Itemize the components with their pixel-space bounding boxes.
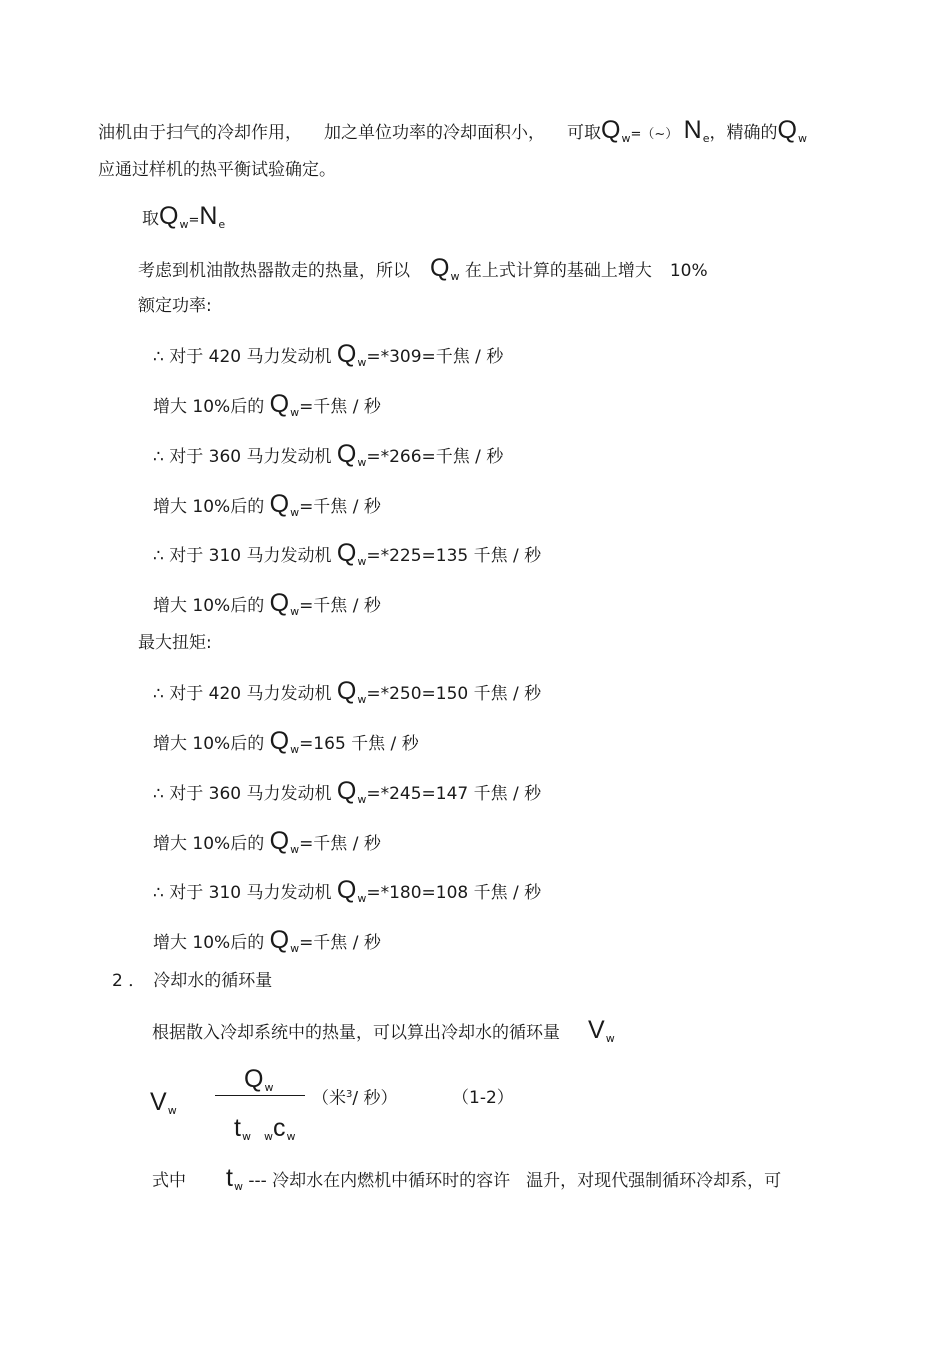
q-symbol: Q [336,777,357,805]
calc-row [153,541,541,567]
w-subscript: w [179,218,189,231]
t-symbol: t [234,1114,241,1142]
intro-line-1 [98,118,807,144]
calc-row [153,928,381,954]
q-symbol: Q [269,390,290,418]
consider-pct: 10% [669,261,708,281]
calc-row [153,829,381,855]
row-prefix: ∴ 对于 360 马力发动机 [153,447,332,467]
intro-text-c: 可取 [567,123,601,143]
para-text: 根据散入冷却系统中的热量，可以算出冷却水的循环量 [152,1023,560,1043]
row-prefix: 增大 10%后的 [153,834,265,854]
q-symbol: Q [269,727,290,755]
w-subscript: w [286,1130,296,1143]
row-expr: =*180=108 千焦 / 秒 [366,883,542,903]
w-subscript: w [290,406,300,419]
q-symbol: Q [159,202,179,230]
row-prefix: 增大 10%后的 [153,596,265,616]
w-subscript: w [357,456,367,469]
formula-numerator [244,1067,273,1093]
w-subscript: w [357,793,367,806]
row-expr: =*245=147 千焦 / 秒 [366,784,542,804]
w-subscript: w [290,605,300,618]
where-label: 式中 [152,1171,186,1191]
calc-row [153,779,541,805]
calc-row [153,679,541,705]
fraction-bar [215,1095,305,1096]
q-symbol: Q [269,589,290,617]
formula-denominator [234,1116,295,1142]
t-symbol: t [226,1164,233,1192]
row-prefix: ∴ 对于 310 马力发动机 [153,883,332,903]
unit-open: （米 [312,1088,346,1109]
consider-line [138,256,708,282]
take-label: 取 [142,209,159,229]
consider-tail: 在上式计算的基础上增大 [464,261,652,281]
e-subscript: e [218,218,226,231]
unit-close: / 秒） [352,1088,398,1109]
w-subscript: w [290,743,300,756]
consider-text: 考虑到机油散热器散走的热量，所以 [138,261,410,281]
q-symbol: Q [336,440,357,468]
rated-heading: 额定功率: [138,296,212,316]
intro-line-2: 应通过样机的热平衡试验确定。 [98,160,336,180]
desc-b: 温升，对现代强制循环冷却系，可 [526,1171,782,1191]
row-expr: =*266=千焦 / 秒 [366,447,504,467]
calc-row [153,878,541,904]
row-expr: =165 千焦 / 秒 [299,734,419,754]
q-symbol: Q [269,926,290,954]
q-symbol: Q [601,116,621,144]
calc-row [153,591,381,617]
w-subscript: w [241,1130,251,1143]
w-subscript: w [357,892,367,905]
w-subscript: w [264,1081,274,1094]
w-subscript: w [357,693,367,706]
desc-a: 冷却水在内燃机中循环时的容许 [272,1171,511,1191]
row-expr: =千焦 / 秒 [299,596,381,616]
intro-text-a: 油机由于扫气的冷却作用， [98,123,302,143]
calc-row [153,729,419,755]
row-prefix: ∴ 对于 360 马力发动机 [153,784,332,804]
section-number: 2 ． [112,971,146,991]
row-expr: =千焦 / 秒 [299,834,381,854]
q-symbol: Q [244,1065,264,1093]
w-subscript: w [357,555,367,568]
q-symbol: Q [430,254,450,282]
calc-row [153,392,381,418]
row-prefix: 增大 10%后的 [153,933,265,953]
q-symbol: Q [336,539,357,567]
w-subscript: w [357,356,367,369]
row-prefix: 增大 10%后的 [153,397,265,417]
take-formula [142,204,225,230]
where-line [152,1166,781,1192]
unit-exponent: 3 [346,1089,353,1100]
w-subscript: w [605,1032,615,1045]
v-symbol: V [150,1088,167,1116]
section-title: 冷却水的循环量 [153,971,273,991]
section-2-paragraph [152,1018,615,1044]
w-subscript: w [450,270,460,283]
formula-lhs [150,1090,177,1116]
w-subscript: w [167,1104,177,1117]
w-subscript: w [290,506,300,519]
calc-row [153,442,503,468]
row-expr: =千焦 / 秒 [299,497,381,517]
w-subscript: w [797,132,807,145]
w-subscript: w [290,843,300,856]
q-symbol: Q [336,340,357,368]
row-prefix: ∴ 对于 310 马力发动机 [153,546,332,566]
w-subscript: w [233,1180,243,1193]
intro-text-d: ，精确的 [709,123,778,143]
row-prefix: ∴ 对于 420 马力发动机 [153,684,332,704]
equals-sign: = [188,213,200,228]
w-subscript: w [263,1130,273,1143]
dash: --- [248,1171,267,1191]
q-symbol: Q [336,677,357,705]
formula-unit [312,1090,398,1108]
q-symbol: Q [336,876,357,904]
q-symbol: Q [269,490,290,518]
row-expr: =*225=135 千焦 / 秒 [366,546,542,566]
range-expr: =（~） [630,127,679,142]
row-expr: =*250=150 千焦 / 秒 [366,684,542,704]
torque-heading: 最大扭矩: [138,633,212,653]
w-subscript: w [290,942,300,955]
row-prefix: ∴ 对于 420 马力发动机 [153,347,332,367]
n-symbol: N [683,116,702,144]
equation-number: （1-2） [452,1088,514,1108]
calc-row [153,492,381,518]
e-subscript: e [702,132,710,145]
q-symbol: Q [269,827,290,855]
row-prefix: 增大 10%后的 [153,734,265,754]
c-symbol: c [272,1114,286,1142]
calc-row [153,342,503,368]
row-prefix: 增大 10%后的 [153,497,265,517]
v-symbol: V [588,1016,605,1044]
intro-text-b: 加之单位功率的冷却面积小， [324,123,545,143]
w-subscript: w [621,132,631,145]
row-expr: =千焦 / 秒 [299,933,381,953]
section-2-heading [112,973,272,990]
row-expr: =*309=千焦 / 秒 [366,347,504,367]
n-symbol: N [199,202,218,230]
q-symbol: Q [777,116,797,144]
row-expr: =千焦 / 秒 [299,397,381,417]
